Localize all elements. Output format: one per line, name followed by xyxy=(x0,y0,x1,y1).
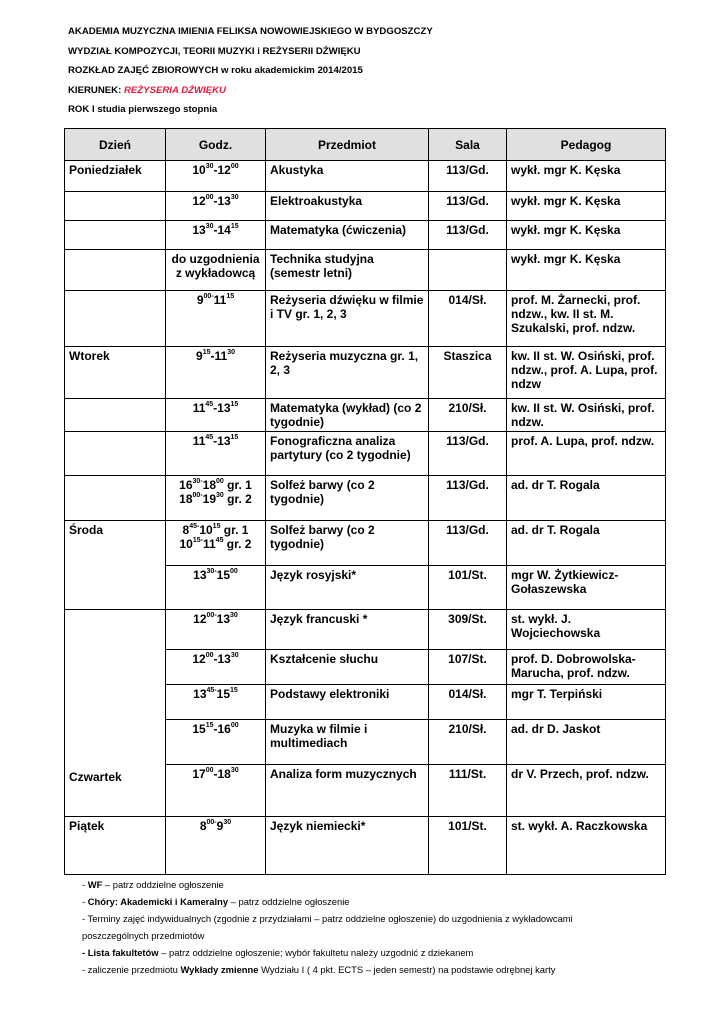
teacher-cell: st. wykł. A. Raczkowska xyxy=(507,817,666,875)
table-row xyxy=(65,250,666,291)
table-row xyxy=(65,817,666,875)
time-cell: $12^{00}-13^{30}$ xyxy=(166,192,266,221)
table-row xyxy=(65,347,666,399)
day-cell-friday: Piątek xyxy=(65,817,166,875)
note-wf: - WF – patrz oddzielne ogłoszenie xyxy=(82,879,224,890)
day-cell-thursday: Czwartek xyxy=(65,610,166,817)
room-cell: 014/Sł. xyxy=(429,291,507,347)
teacher-cell: prof. M. Żarnecki, prof. ndzw., kw. II st. M. Szukalski, prof. ndzw. xyxy=(507,291,666,347)
room-cell: 113/Gd. xyxy=(429,161,507,192)
time-cell: $11^{45}-13^{15}$ xyxy=(166,432,266,476)
footnotes xyxy=(82,876,662,978)
time-cell: $17^{00}-18^{30}$ xyxy=(166,765,266,817)
teacher-cell: prof. A. Lupa, prof. ndzw. xyxy=(507,432,666,476)
subject-cell: Język niemiecki* xyxy=(266,817,429,875)
note-variable-lectures: - zaliczenie przedmiotu Wykłady zmienne Wydziału I ( 4 pkt. ECTS – jeden semestr) na podstawie odrębnej karty xyxy=(82,964,556,975)
schedule-table xyxy=(64,128,666,875)
teacher-cell: wykł. mgr K. Kęska xyxy=(507,192,666,221)
subject-cell: Solfeż barwy (co 2 tygodnie) xyxy=(266,521,429,566)
table-row xyxy=(65,610,666,650)
time-cell: $13^{30}-14^{15}$ xyxy=(166,221,266,250)
teacher-cell: dr V. Przech, prof. ndzw. xyxy=(507,765,666,817)
day-cell-empty xyxy=(65,566,166,610)
subject-cell: Muzyka w filmie i multimediach xyxy=(266,720,429,765)
col-header-teacher: Pedagog xyxy=(507,129,666,161)
schedule-title: ROZKŁAD ZAJĘĆ ZBIOROWYCH w roku akademickim 2014/2015 xyxy=(68,65,363,76)
table-row xyxy=(65,161,666,192)
day-cell-empty xyxy=(65,250,166,291)
teacher-cell: kw. II st. W. Osiński, prof. ndzw. xyxy=(507,399,666,432)
teacher-cell: mgr W. Żytkiewicz-Gołaszewska xyxy=(507,566,666,610)
col-header-room: Sala xyxy=(429,129,507,161)
col-header-day: Dzień xyxy=(65,129,166,161)
day-cell-tuesday: Wtorek xyxy=(65,347,166,399)
teacher-cell: st. wykł. J. Wojciechowska xyxy=(507,610,666,650)
teacher-cell: mgr T. Terpiński xyxy=(507,685,666,720)
room-cell: 113/Gd. xyxy=(429,192,507,221)
teacher-cell: ad. dr D. Jaskot xyxy=(507,720,666,765)
day-cell-empty xyxy=(65,432,166,476)
time-cell: $12^{00-}13^{30}$ xyxy=(166,610,266,650)
day-cell-empty xyxy=(65,399,166,432)
subject-cell: Akustyka xyxy=(266,161,429,192)
subject-cell: Fonograficzna analiza partytury (co 2 tygodnie) xyxy=(266,432,429,476)
table-header-row xyxy=(65,129,666,161)
subject-cell: Matematyka (ćwiczenia) xyxy=(266,221,429,250)
table-row xyxy=(65,291,666,347)
note-electives: - Lista fakultetów – patrz oddzielne ogłoszenie; wybór fakultetu należy uzgodnić z dziekanem xyxy=(82,947,474,958)
major-value: REŻYSERIA DŹWIĘKU xyxy=(123,84,226,96)
col-header-time: Godz. xyxy=(166,129,266,161)
col-header-subject: Przedmiot xyxy=(266,129,429,161)
teacher-cell: wykł. mgr K. Kęska xyxy=(507,250,666,291)
day-cell-wednesday: Środa xyxy=(65,521,166,566)
time-cell: $8^{00-}9^{30}$ xyxy=(166,817,266,875)
faculty-name: WYDZIAŁ KOMPOZYCJI, TEORII MUZYKI i REŻYSERII DŹWIĘKU xyxy=(68,45,361,57)
time-cell: $12^{00}-13^{30}$ xyxy=(166,650,266,685)
major-line xyxy=(68,81,433,101)
room-cell: 210/Sł. xyxy=(429,720,507,765)
teacher-cell: wykł. mgr K. Kęska xyxy=(507,161,666,192)
time-cell: $10^{30}-12^{00}$ xyxy=(166,161,266,192)
room-cell: 113/Gd. xyxy=(429,476,507,521)
table-row xyxy=(65,566,666,610)
subject-cell: Technika studyjna (semestr letni) xyxy=(266,250,429,291)
time-cell: $16^{30-}18^{00}$ gr. 1 $18^{00-}19^{30}$ gr. 2 xyxy=(166,476,266,521)
time-cell: do uzgodnienia z wykładowcą xyxy=(166,250,266,291)
room-cell: 309/St. xyxy=(429,610,507,650)
academy-name: AKADEMIA MUZYCZNA IMIENIA FELIKSA NOWOWIEJSKIEGO W BYDGOSZCZY xyxy=(68,26,433,37)
time-cell: $13^{45-}15^{15}$ xyxy=(166,685,266,720)
day-cell-monday: Poniedziałek xyxy=(65,161,166,192)
day-cell-empty xyxy=(65,221,166,250)
room-cell: 111/St. xyxy=(429,765,507,817)
day-cell-empty xyxy=(65,192,166,221)
subject-cell: Reżyseria muzyczna gr. 1, 2, 3 xyxy=(266,347,429,399)
subject-cell: Kształcenie słuchu xyxy=(266,650,429,685)
room-cell: 210/Sł. xyxy=(429,399,507,432)
teacher-cell: ad. dr T. Rogala xyxy=(507,521,666,566)
time-cell: $15^{15}-16^{00}$ xyxy=(166,720,266,765)
table-row xyxy=(65,521,666,566)
teacher-cell: ad. dr T. Rogala xyxy=(507,476,666,521)
note-choirs: - Chóry: Akademicki i Kameralny – patrz oddzielne ogłoszenie xyxy=(82,896,350,907)
table-row xyxy=(65,221,666,250)
table-row xyxy=(65,399,666,432)
time-cell: $13^{30-}15^{00}$ xyxy=(166,566,266,610)
subject-cell: Podstawy elektroniki xyxy=(266,685,429,720)
subject-cell: Solfeż barwy (co 2 tygodnie) xyxy=(266,476,429,521)
room-cell: 014/Sł. xyxy=(429,685,507,720)
year-line: ROK I studia pierwszego stopnia xyxy=(68,104,218,115)
note-individual-line1: - Terminy zajęć indywidualnych (zgodnie z przydziałami – patrz oddzielne ogłoszenie) do uzgodnienia z wykładowcami xyxy=(82,913,573,924)
subject-cell: Język rosyjski* xyxy=(266,566,429,610)
time-cell: $8^{45-}10^{15}$ gr. 1 $10^{15-}11^{45}$ gr. 2 xyxy=(166,521,266,566)
room-cell: 113/Gd. xyxy=(429,521,507,566)
subject-cell: Reżyseria dźwięku w filmie i TV gr. 1, 2, 3 xyxy=(266,291,429,347)
document-header xyxy=(68,22,433,120)
room-cell: 101/St. xyxy=(429,817,507,875)
day-cell-empty xyxy=(65,291,166,347)
note-individual-line2: poszczególnych przedmiotów xyxy=(82,930,205,941)
subject-cell: Analiza form muzycznych xyxy=(266,765,429,817)
room-cell: 107/St. xyxy=(429,650,507,685)
teacher-cell: kw. II st. W. Osiński, prof. ndzw., prof. A. Lupa, prof. ndzw xyxy=(507,347,666,399)
major-label: KIERUNEK: xyxy=(68,84,122,96)
table-row xyxy=(65,432,666,476)
subject-cell: Matematyka (wykład) (co 2 tygodnie) xyxy=(266,399,429,432)
time-cell: $9^{15}-11^{30}$ xyxy=(166,347,266,399)
room-cell: 113/Gd. xyxy=(429,432,507,476)
table-row xyxy=(65,476,666,521)
room-cell: 101/St. xyxy=(429,566,507,610)
teacher-cell: wykł. mgr K. Kęska xyxy=(507,221,666,250)
subject-cell: Elektroakustyka xyxy=(266,192,429,221)
teacher-cell: prof. D. Dobrowolska-Marucha, prof. ndzw. xyxy=(507,650,666,685)
day-cell-empty xyxy=(65,476,166,521)
room-cell: Staszica xyxy=(429,347,507,399)
subject-cell: Język francuski * xyxy=(266,610,429,650)
room-cell: 113/Gd. xyxy=(429,221,507,250)
time-cell: $11^{45}-13^{15}$ xyxy=(166,399,266,432)
room-cell xyxy=(429,250,507,291)
table-row xyxy=(65,192,666,221)
time-cell: $9^{00-}11^{15}$ xyxy=(166,291,266,347)
